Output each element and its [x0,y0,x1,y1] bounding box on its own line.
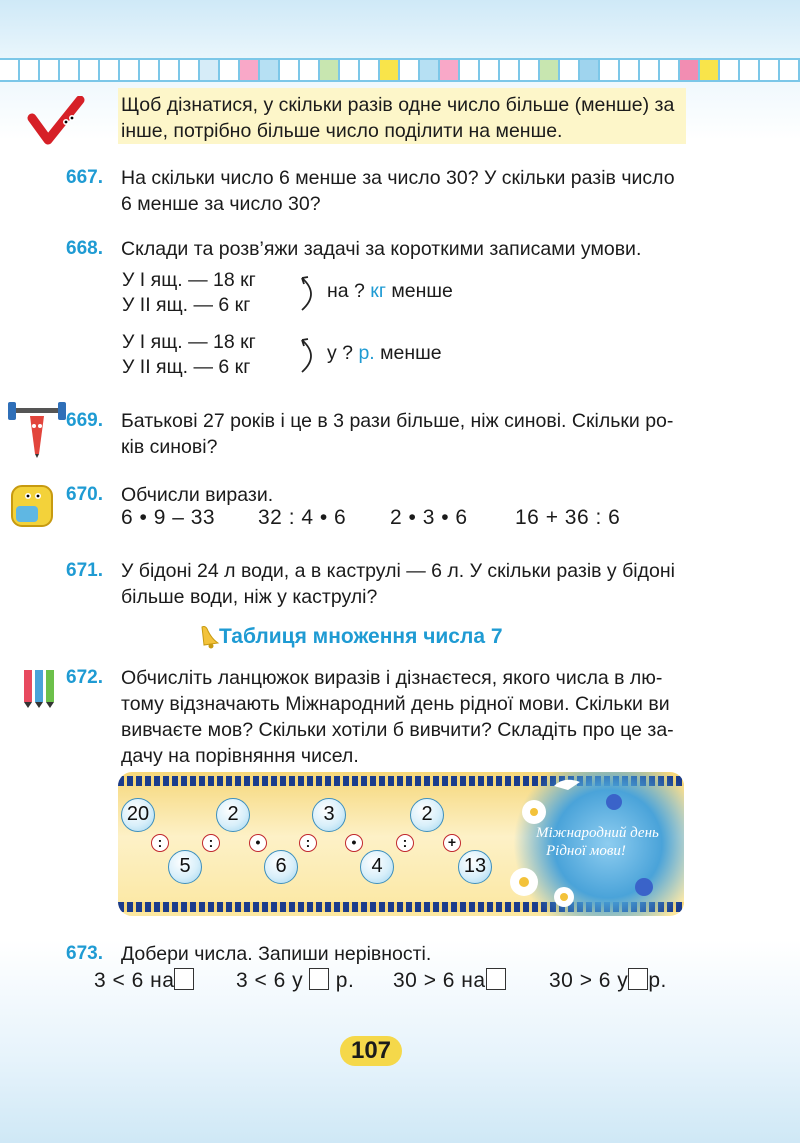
q2-prefix: у ? [327,342,359,364]
chain-operator: : [151,834,169,852]
task-number-672: 672. [66,667,103,688]
task-number-673: 673. [66,943,103,964]
pencil-weightlifter-icon [8,398,66,458]
task-669-line-2: ків синові? [121,436,218,458]
chain-operator: + [443,834,461,852]
curved-arrow-icon [298,336,322,376]
task-667-line-2: 6 менше за число 30? [121,193,321,215]
task-672-line-1: Обчисліть ланцюжок виразів і дізнаєтеся, якого числа в лю- [121,667,663,689]
chain-operator: • [345,834,363,852]
chain-operator: : [202,834,220,852]
task-672-line-2: тому відзначають Міжнародний день рідної мови. Скільки ви [121,693,670,715]
answer-box[interactable] [174,968,194,990]
expression-4: 16 + 36 : 6 [515,506,621,529]
task-672-line-3: вивчаєте мов? Скільки хотіли б вивчити? Складіть про це за- [121,719,674,741]
rule-line-2: інше, потрібно більше число поділити на менше. [121,120,563,142]
task-668-a1: У І ящ. — 18 кг [122,269,256,291]
chain-value: 20 [121,798,155,832]
backpack-mascot-icon [6,478,62,530]
checkmark-mascot-icon [26,96,86,148]
task-668-a2: У ІІ ящ. — 6 кг [122,294,251,316]
task-668-b1: У І ящ. — 18 кг [122,331,256,353]
banner-text-line-2: Рідної мови! [546,843,626,859]
q2-unit: р. [358,342,375,364]
banner-text-line-1: Міжнародний день [536,825,659,841]
chain-value: 3 [312,798,346,832]
expression-3: 2 • 3 • 6 [390,506,468,529]
chain-value: 2 [216,798,250,832]
task-668-line-1: Склади та розв’яжи задачі за короткими записами умови. [121,238,642,260]
task-number-671: 671. [66,560,103,581]
task-668-b2: У ІІ ящ. — 6 кг [122,356,251,378]
task-668-question-1 [327,278,453,304]
chain-value: 4 [360,850,394,884]
curved-arrow-icon [298,274,322,314]
expression-1: 6 • 9 – 33 [121,506,216,529]
q1-unit: кг [370,280,386,302]
task-672-line-4: дачу на порівняння чисел. [121,745,359,767]
q1-prefix: на ? [327,280,371,302]
bell-icon [198,623,220,649]
task-number-667: 667. [66,167,103,188]
answer-box[interactable] [628,968,648,990]
expression-2: 32 : 4 • 6 [258,506,347,529]
chain-value: 13 [458,850,492,884]
task-671-line-1: У бідоні 24 л води, а в каструлі — 6 л. У скільки разів у бідоні [121,560,675,582]
pencils-group-icon [14,664,66,710]
inequality-2 [236,968,354,993]
task-670-line-1: Обчисли вирази. [121,484,274,506]
chain-operator: • [249,834,267,852]
task-671-line-2: більше води, ніж у каструлі? [121,586,378,608]
inequality-1-text: 3 < 6 на [94,969,175,992]
q2-suffix: менше [374,342,442,364]
inequality-2-text: 3 < 6 у [236,969,310,992]
inequality-3-text: 30 > 6 на [393,969,486,992]
task-667-line-1: На скільки число 6 менше за число 30? У скільки разів число [121,167,675,189]
q1-suffix: менше [385,280,453,302]
page-number: 107 [340,1036,402,1066]
task-673-line-1: Добери числа. Запиши нерівності. [121,943,432,965]
inequality-1 [94,968,194,993]
answer-box[interactable] [309,968,329,990]
expression-chain-banner [118,772,684,916]
inequality-4 [549,968,667,993]
task-669-line-1: Батькові 27 років і це в 3 рази більше, ніж синові. Скільки ро- [121,410,674,432]
answer-box[interactable] [486,968,506,990]
top-decorative-strip [0,58,800,82]
task-number-670: 670. [66,484,103,505]
chain-value: 5 [168,850,202,884]
chain-operator: : [299,834,317,852]
chain-value: 2 [410,798,444,832]
inequality-4-text: 30 > 6 у [549,969,629,992]
section-title: Таблиця множення числа 7 [219,625,503,648]
chain-operator: : [396,834,414,852]
flowers-globe-illustration [494,772,684,916]
inequality-2-suffix: р. [329,969,355,992]
chain-value: 6 [264,850,298,884]
task-number-669: 669. [66,410,103,431]
inequality-3 [393,968,506,993]
task-668-question-2 [327,340,442,366]
task-number-668: 668. [66,238,103,259]
inequality-4-suffix: р. [648,969,667,992]
rule-line-1: Щоб дізнатися, у скільки разів одне число більше (менше) за [121,94,675,116]
